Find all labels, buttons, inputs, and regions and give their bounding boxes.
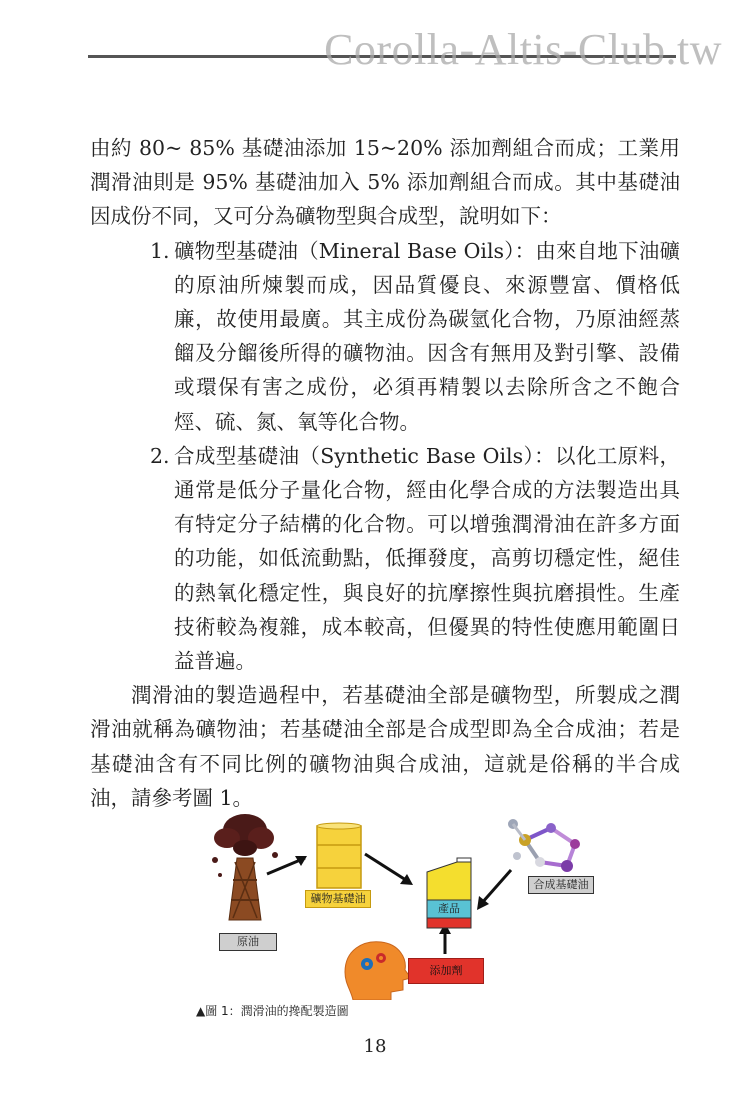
product-label: 產品 (438, 902, 460, 915)
figure-caption: ▲圖 1：潤滑油的搀配製造圖 (196, 1004, 349, 1018)
list-item (90, 234, 680, 439)
figure-illustration (195, 800, 615, 1000)
list-item (90, 439, 680, 678)
mineral-base-oil-label: 礦物基礎油 (305, 890, 371, 908)
list-number: 2. (150, 443, 170, 468)
watermark: Corolla-Altis-Club.tw (324, 25, 722, 74)
oil-derrick-icon (212, 814, 278, 920)
page-number: 18 (363, 1036, 387, 1057)
list-text: 礦物型基礎油（Mineral Base Oils）：由來自地下油礦的原油所煉製而成，因品質優良、來源豐富、價格低廉，故使用最廣。其主成份為碳氫化合物，乃原油經蒸餾及分餾後所得的礦物油。因含有無用及對引擎、設備或環保有害之成份，必須再精製以去除所含之不飽合烴、硫、氮、氧等化合物。 (174, 238, 680, 434)
additive-label: 添加劑 (408, 958, 484, 984)
crude-oil-label: 原油 (219, 933, 277, 951)
list-text: 合成型基礎油（Synthetic Base Oils）：以化工原料，通常是低分子量化合物，經由化學合成的方法製造出具有特定分子結構的化合物。可以增強潤滑油在許多方面的功能，如低流動點，低揮發度，高剪切穩定性，絕佳的熱氧化穩定性，與良好的抗摩擦性與抗磨損性。生產技術較為複雜，成本較高，但優異的特性使應用範圍日益普遍。 (174, 443, 680, 674)
arrows (267, 854, 511, 954)
barrel-icon (317, 823, 361, 888)
synthetic-base-oil-label: 合成基礎油 (528, 876, 594, 894)
product-bottle-icon (427, 858, 471, 928)
figure-1 (195, 800, 615, 1000)
head-gears-icon (345, 942, 411, 1000)
list-number: 1. (150, 238, 170, 263)
intro-paragraph: 由約 80~ 85% 基礎油添加 15~20% 添加劑組合而成；工業用潤滑油則是 95% 基礎油加入 5% 添加劑組合而成。其中基礎油因成份不同，又可分為礦物型與合成型，說明如下： (90, 136, 680, 229)
molecule-icon (508, 819, 580, 872)
body-text (90, 131, 680, 815)
base-oil-list (90, 234, 680, 679)
closing-paragraph: 潤滑油的製造過程中，若基礎油全部是礦物型，所製成之潤滑油就稱為礦物油；若基礎油全部是合成型即為全合成油；若是基礎油含有不同比例的礦物油與合成油，這就是俗稱的半合成油，請參考圖 1。 (90, 683, 680, 810)
